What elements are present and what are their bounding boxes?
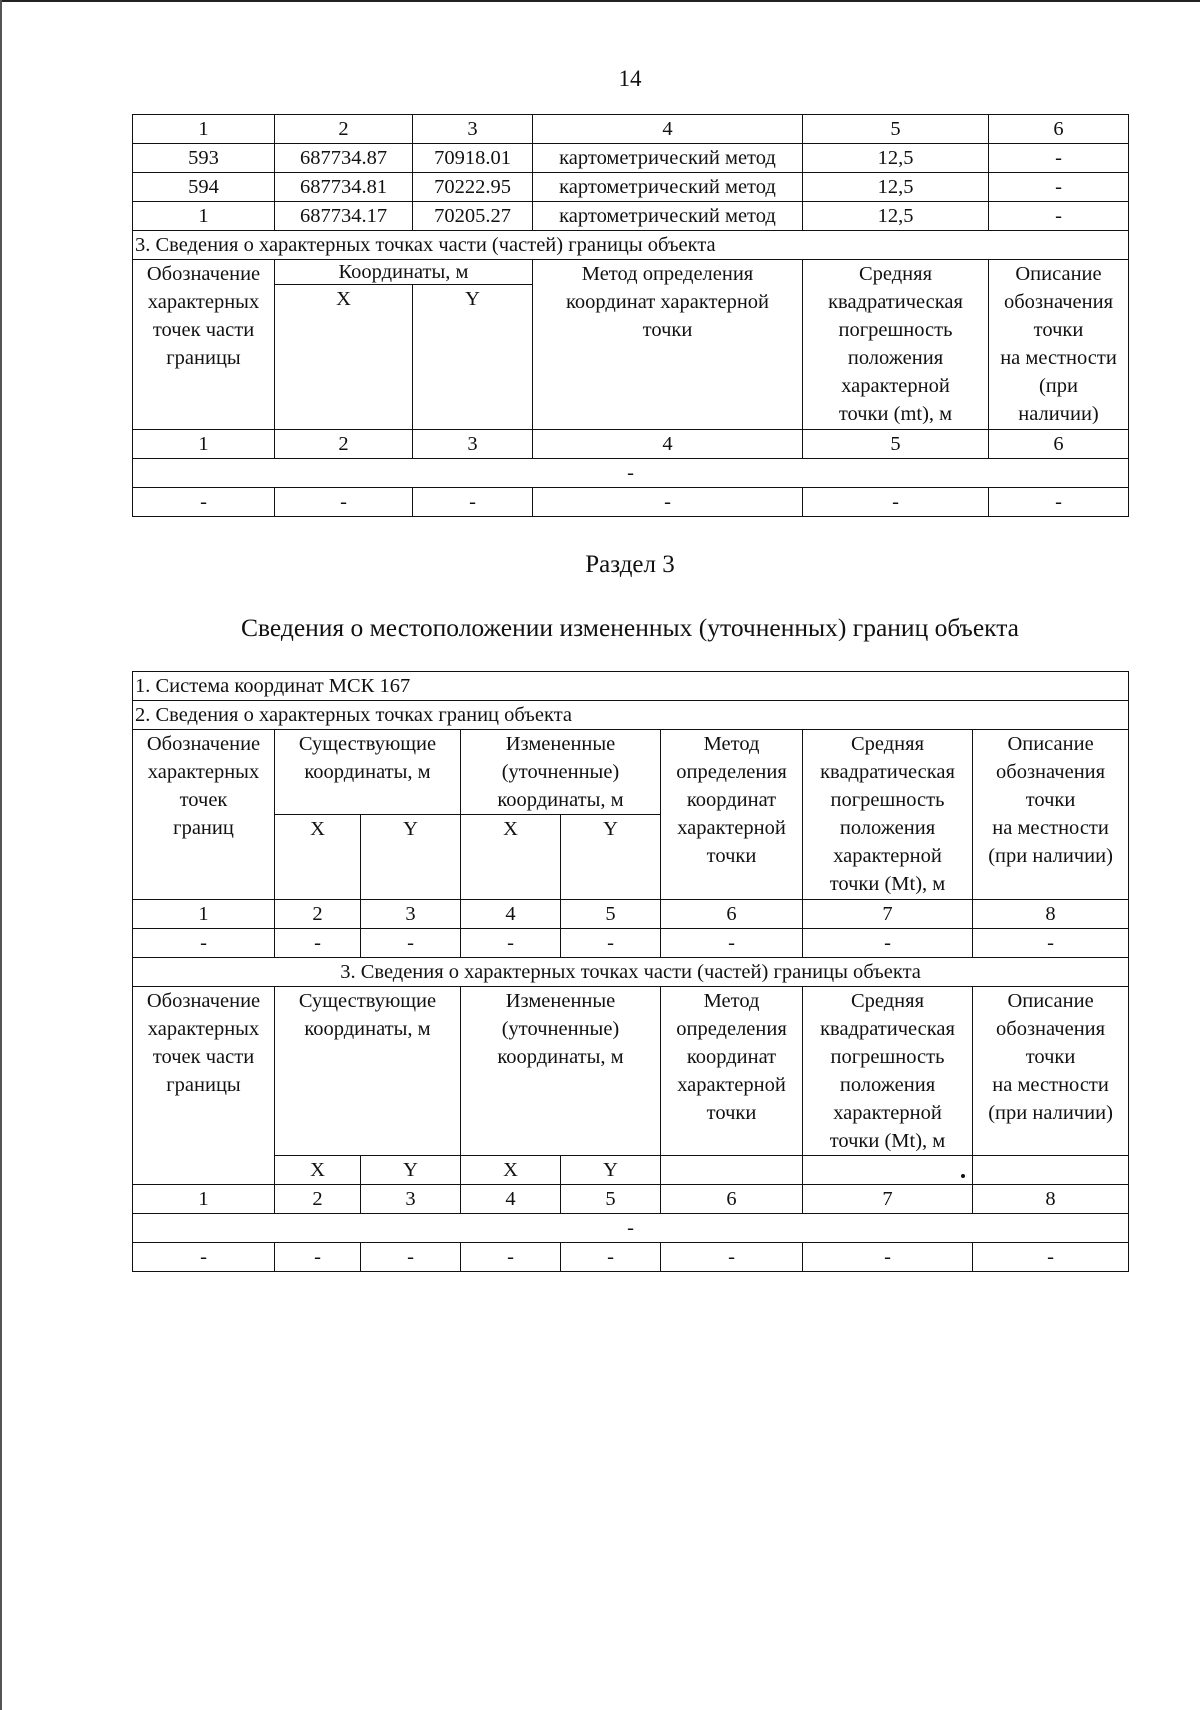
header-line: характерной	[833, 1102, 942, 1124]
cell: -	[803, 1243, 973, 1272]
cell: -	[413, 488, 533, 517]
part-header-error	[803, 987, 973, 1156]
header-error	[803, 730, 973, 900]
header-line: точки	[706, 1102, 757, 1124]
table-row	[133, 144, 1129, 173]
header-line: координаты, м	[304, 1018, 431, 1040]
dash-row	[133, 929, 1129, 958]
cell: -	[989, 173, 1129, 202]
cell: -	[361, 929, 461, 958]
header-changed-y: Y	[561, 815, 661, 900]
cell: -	[661, 929, 803, 958]
header-existing-x: X	[275, 815, 361, 900]
cell: -	[989, 202, 1129, 231]
header-line: точки	[1033, 319, 1084, 341]
cell: 593	[133, 144, 275, 173]
merged-dash-cell: -	[133, 459, 1129, 488]
header-line: границы	[166, 1074, 241, 1096]
header-line: Средняя	[850, 990, 924, 1012]
header-line: координаты, м	[497, 1046, 624, 1068]
header-method	[661, 730, 803, 900]
header-line: координаты, м	[304, 761, 431, 783]
cell: 6	[661, 1185, 803, 1214]
cell: -	[989, 144, 1129, 173]
part-header-method	[661, 987, 803, 1156]
header-line: точки (Mt), м	[829, 1130, 946, 1152]
section-title-row	[133, 231, 1129, 260]
header-line: Метод	[703, 990, 760, 1012]
header-line: Средняя	[850, 733, 924, 755]
header-line: положения	[839, 817, 936, 839]
cell: 2	[275, 115, 413, 144]
cell: -	[561, 929, 661, 958]
part-header-xy-row	[133, 1156, 1129, 1185]
cell: -	[661, 1243, 803, 1272]
part-header-existing-x: X	[275, 1156, 361, 1185]
header-line: обозначения	[996, 1018, 1106, 1040]
cell: 5	[803, 430, 989, 459]
header-line: на местности	[992, 817, 1109, 839]
cell: 2	[275, 1185, 361, 1214]
cell: 12,5	[803, 173, 989, 202]
header-line: положения	[839, 1074, 936, 1096]
part-header-existing	[275, 987, 461, 1156]
header-line: обозначения	[1003, 291, 1114, 313]
header-line: обозначения	[996, 761, 1106, 783]
cell: 12,5	[803, 144, 989, 173]
header-line: (при наличии)	[988, 845, 1113, 867]
header-line: точки	[706, 845, 757, 867]
header-row	[133, 260, 1129, 285]
part-header-changed-y: Y	[561, 1156, 661, 1185]
cell: -	[989, 488, 1129, 517]
header-line: Описание	[1007, 990, 1094, 1012]
header-line: квадратическая	[828, 291, 963, 313]
table1-column-numbers-row	[133, 115, 1129, 144]
cell: 5	[803, 115, 989, 144]
header-line: квадратическая	[820, 761, 955, 783]
header-line: Описание	[1015, 263, 1102, 285]
header-line: точки (Mt), м	[829, 873, 946, 895]
cell: 687734.87	[275, 144, 413, 173]
header-line: квадратическая	[820, 1018, 955, 1040]
header-designation	[133, 260, 275, 430]
header-line: точки	[1025, 789, 1076, 811]
header-existing-y: Y	[361, 815, 461, 900]
header-line: определения	[676, 761, 787, 783]
cell: -	[133, 929, 275, 958]
section-title: Раздел 3	[585, 551, 675, 578]
cell: 1	[133, 900, 275, 929]
header-line: погрешность	[838, 319, 953, 341]
header-description	[989, 260, 1129, 430]
part-header-changed-x: X	[461, 1156, 561, 1185]
coord-system: 1. Система координат МСК 167	[133, 672, 1129, 701]
cell: -	[133, 488, 275, 517]
header-line: границы	[166, 347, 241, 369]
cell: -	[533, 488, 803, 517]
cell: -	[275, 929, 361, 958]
cell: 4	[533, 115, 803, 144]
header-line: координаты, м	[497, 789, 624, 811]
cell: 4	[461, 1185, 561, 1214]
cell: картометрический метод	[533, 173, 803, 202]
table-continuation	[132, 114, 1129, 517]
header-line: Измененные	[505, 990, 616, 1012]
header-coords: Координаты, м	[275, 260, 533, 285]
cell: 3	[413, 115, 533, 144]
header-line: (при	[1038, 375, 1079, 397]
cell-empty	[661, 1156, 803, 1185]
cell: -	[361, 1243, 461, 1272]
cell: картометрический метод	[533, 202, 803, 231]
header-line: границ	[173, 817, 234, 839]
cell: -	[461, 929, 561, 958]
header-line: Существующие	[298, 990, 437, 1012]
header-designation	[133, 730, 275, 900]
cell: 70918.01	[413, 144, 533, 173]
header-line: характерных	[147, 761, 260, 783]
scan-edge-left	[0, 0, 2, 1710]
header-line: координат характерной	[565, 291, 770, 313]
cell: 3	[413, 430, 533, 459]
header-line: наличии)	[1018, 403, 1099, 425]
part-header-row	[133, 987, 1129, 1156]
header-line: Измененные	[505, 733, 616, 755]
cell: 594	[133, 173, 275, 202]
page-number: 14	[618, 66, 642, 91]
header-line: координат	[686, 789, 777, 811]
cell: 5	[561, 900, 661, 929]
cell: 1	[133, 202, 275, 231]
section-subtitle: Сведения о местоположении измененных (уточненных) границ объекта	[240, 613, 1020, 642]
points-title: 2. Сведения о характерных точках границ объекта	[133, 701, 1129, 730]
scan-speck	[961, 1174, 965, 1178]
cell: -	[275, 1243, 361, 1272]
header-x: X	[275, 285, 413, 430]
part-header-existing-y: Y	[361, 1156, 461, 1185]
merged-dash-row	[133, 1214, 1129, 1243]
cell: 1	[133, 115, 275, 144]
table1-part-column-numbers-row	[133, 430, 1129, 459]
cell: 4	[461, 900, 561, 929]
header-error	[803, 260, 989, 430]
table2-part-column-numbers-row	[133, 1185, 1129, 1214]
dash-row	[133, 1243, 1129, 1272]
header-line: характерной	[677, 817, 786, 839]
header-line: координат	[686, 1046, 777, 1068]
cell: -	[803, 488, 989, 517]
header-line: Метод определения	[581, 263, 754, 285]
header-line: Описание	[1007, 733, 1094, 755]
cell: -	[803, 929, 973, 958]
header-line: Обозначение	[146, 263, 261, 285]
part-section-title: 3. Сведения о характерных точках части (частей) границы объекта	[133, 958, 1129, 987]
cell: 6	[989, 115, 1129, 144]
header-changed	[461, 730, 661, 815]
header-line: погрешность	[830, 789, 945, 811]
table-row	[133, 202, 1129, 231]
cell: 70205.27	[413, 202, 533, 231]
header-line: определения	[676, 1018, 787, 1040]
header-existing	[275, 730, 461, 815]
cell: 2	[275, 430, 413, 459]
cell: 2	[275, 900, 361, 929]
header-line: характерной	[841, 375, 950, 397]
cell: -	[973, 929, 1129, 958]
cell: 5	[561, 1185, 661, 1214]
header-line: точек части	[152, 1046, 255, 1068]
merged-dash-cell: -	[133, 1214, 1129, 1243]
cell: -	[461, 1243, 561, 1272]
table-row	[133, 173, 1129, 202]
part-header-changed	[461, 987, 661, 1156]
cell: -	[275, 488, 413, 517]
table-changed-boundaries	[132, 671, 1129, 1272]
cell: 3	[361, 900, 461, 929]
header-row	[133, 730, 1129, 815]
cell: 70222.95	[413, 173, 533, 202]
dash-row	[133, 488, 1129, 517]
header-line: точки	[1025, 1046, 1076, 1068]
cell: картометрический метод	[533, 144, 803, 173]
part-header-description	[973, 987, 1129, 1156]
header-line: точки (mt), м	[838, 403, 953, 425]
header-line: на местности	[1000, 347, 1117, 369]
header-description	[973, 730, 1129, 900]
cell: 687734.17	[275, 202, 413, 231]
cell-empty	[973, 1156, 1129, 1185]
coord-system-row	[133, 672, 1129, 701]
part-section-title: 3. Сведения о характерных точках части (частей) границы объекта	[133, 231, 1129, 260]
header-line: (при наличии)	[988, 1102, 1113, 1124]
header-line: характерной	[833, 845, 942, 867]
header-line: положения	[847, 347, 944, 369]
header-line: точки	[642, 319, 693, 341]
header-line: характерных	[147, 1018, 260, 1040]
header-changed-x: X	[461, 815, 561, 900]
header-line: Существующие	[298, 733, 437, 755]
cell: 6	[989, 430, 1129, 459]
part-header-designation	[133, 987, 275, 1185]
cell: 3	[361, 1185, 461, 1214]
header-line: Средняя	[858, 263, 932, 285]
header-method	[533, 260, 803, 430]
points-title-row	[133, 701, 1129, 730]
header-line: характерных	[147, 291, 260, 313]
cell: 687734.81	[275, 173, 413, 202]
header-line: Метод	[703, 733, 760, 755]
header-y: Y	[413, 285, 533, 430]
header-line: (уточненные)	[501, 761, 620, 783]
cell: 1	[133, 1185, 275, 1214]
header-line: точек	[179, 789, 228, 811]
cell: 4	[533, 430, 803, 459]
cell: 6	[661, 900, 803, 929]
header-line: погрешность	[830, 1046, 945, 1068]
cell: 7	[803, 900, 973, 929]
header-line: на местности	[992, 1074, 1109, 1096]
cell: 7	[803, 1185, 973, 1214]
header-line: характерной	[677, 1074, 786, 1096]
scan-edge-top	[0, 0, 1200, 2]
cell: -	[973, 1243, 1129, 1272]
header-line: Обозначение	[146, 733, 261, 755]
cell-empty	[803, 1156, 973, 1185]
cell: 1	[133, 430, 275, 459]
part-section-title-row	[133, 958, 1129, 987]
cell: 8	[973, 1185, 1129, 1214]
cell: 8	[973, 900, 1129, 929]
cell: -	[561, 1243, 661, 1272]
header-line: (уточненные)	[501, 1018, 620, 1040]
merged-dash-row	[133, 459, 1129, 488]
header-line: точек части	[152, 319, 255, 341]
table2-column-numbers-row	[133, 900, 1129, 929]
header-line: Обозначение	[146, 990, 261, 1012]
cell: -	[133, 1243, 275, 1272]
cell: 12,5	[803, 202, 989, 231]
